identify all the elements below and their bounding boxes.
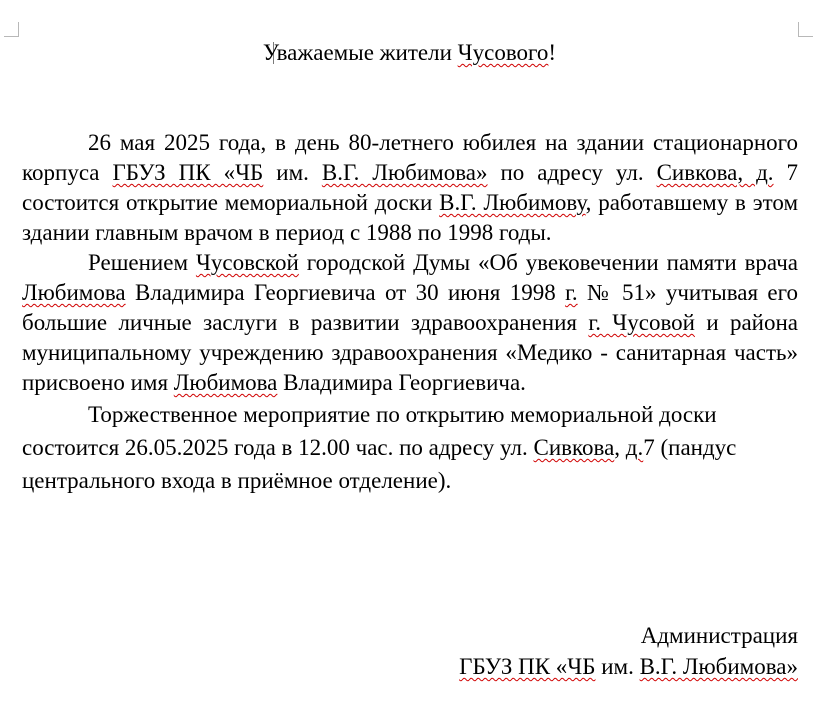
document-title[interactable]	[22, 38, 797, 68]
misspelled-word[interactable]: В.Г. Любимова»	[639, 654, 798, 679]
misspelled-word[interactable]: д.	[625, 435, 644, 460]
signature-line-1: Администрация	[640, 623, 798, 648]
signature-block[interactable]	[459, 620, 798, 682]
paragraph-text: 7 (пандус центрального входа в приёмное отделение).	[22, 435, 737, 493]
signature-text: им.	[595, 654, 640, 679]
paragraph-text: , работавшему в этом здании главным врачом в период с 1988 по 1998 годы.	[22, 190, 799, 245]
misspelled-word[interactable]: г.	[565, 280, 578, 305]
misspelled-word[interactable]: Сивкова, д.	[656, 160, 774, 185]
paragraph-2[interactable]	[22, 248, 798, 398]
paragraph-text: № 51» учитывая его большие личные заслуги в развитии здравоохранения	[22, 280, 798, 335]
misspelled-word[interactable]: В.Г. Любимову	[439, 190, 586, 215]
paragraph-text: ,	[614, 435, 626, 460]
margin-corner-top-left	[4, 22, 19, 37]
paragraph-text: и района муниципальному учреждению здравоохранения «Медико - санитарная часть» присвоено имя	[22, 310, 799, 395]
misspelled-word[interactable]: ГБУЗ ПК «ЧБ	[459, 654, 596, 679]
margin-corner-top-right	[798, 22, 813, 37]
paragraph-3[interactable]	[22, 398, 798, 497]
misspelled-word[interactable]: Чусовской	[195, 250, 299, 275]
document-body[interactable]	[22, 128, 798, 497]
misspelled-word[interactable]: В.Г. Любимова»	[321, 160, 488, 185]
paragraph-text: Владимира Георгиевича.	[277, 370, 526, 395]
misspelled-word[interactable]: ГБУЗ ПК «ЧБ	[112, 160, 264, 185]
paragraph-text: им.	[263, 160, 322, 185]
paragraph-text: 7 состоится открытие мемориальной доски	[22, 160, 799, 215]
paragraph-1[interactable]	[22, 128, 798, 248]
signature-line-2	[459, 651, 798, 682]
title-text: Уважаемые жители	[262, 40, 458, 65]
misspelled-word[interactable]: Любимова	[173, 370, 278, 395]
misspelled-word[interactable]: Любимова	[22, 280, 126, 305]
misspelled-word[interactable]: Чусового	[457, 40, 549, 65]
title-text: !	[548, 40, 557, 65]
misspelled-word[interactable]: Сивкова	[533, 435, 615, 460]
misspelled-word[interactable]: г. Чусовой	[588, 310, 695, 335]
paragraph-text: 26 мая 2025 года, в день 80-летнего юбилея на здании стационарного корпуса	[22, 130, 798, 185]
paragraph-text: Торжественное мероприятие по открытию мемориальной доски состоится 26.05.2025 года в 12.00 час. по адресу ул.	[22, 402, 717, 460]
paragraph-text: по адресу ул.	[487, 160, 657, 185]
paragraph-text: Решением	[88, 250, 196, 275]
paragraph-text: Владимира Георгиевича от 30 июня 1998	[125, 280, 566, 305]
paragraph-text: городской Думы «Об увековечении памяти врача	[298, 250, 798, 275]
